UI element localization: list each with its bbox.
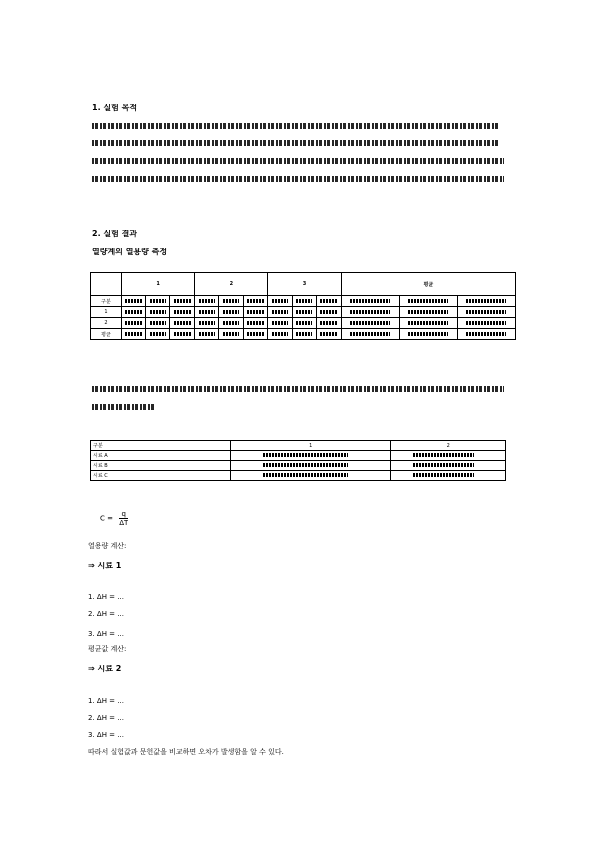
table-row: 구분 1 2 [91,441,506,451]
calc-line: 1. ΔH = ... [88,593,124,601]
table-header-cell: 2 [195,273,268,296]
text-line [92,123,500,129]
table-row: 1 [91,307,516,318]
calc-line: ⇒ 시료 2 [88,665,122,673]
table-row: 평균 [91,329,516,340]
formula: C = $\frac{q}{\Delta T}$ [100,510,129,527]
calc-line: 평균값 계산: [88,645,127,653]
subsection-heading: 열량계의 열용량 측정 [92,248,168,256]
table-row: 시료 C [91,471,506,481]
table-header-cell: 3 [268,273,341,296]
table-row: 시료 A [91,451,506,461]
calc-line: 3. ΔH = ... [88,731,124,739]
calc-line: ⇒ 시료 1 [88,562,122,570]
calc-line: 3. ΔH = ... [88,630,124,638]
text-line [92,176,504,182]
section-heading: 1. 실험 목적 [92,104,138,112]
text-line [92,404,154,410]
calc-line: 1. ΔH = ... [88,697,124,705]
table-header-cell [91,273,122,296]
calc-line: 2. ΔH = ... [88,610,124,618]
table-row: 시료 B [91,461,506,471]
table-row: 구분 [91,296,516,307]
comparison-table [90,440,506,481]
calc-line: 따라서 실험값과 문헌값을 비교하면 오차가 발생함을 알 수 있다. [88,748,284,756]
calc-line: 열용량 계산: [88,542,127,550]
text-line [92,386,504,392]
table-header-cell: 1 [122,273,195,296]
table-row: 2 [91,318,516,329]
text-line [92,140,500,146]
section-heading: 2. 실험 결과 [92,230,138,238]
table-header-cell: 평균 [341,273,515,296]
calc-line: 2. ΔH = ... [88,714,124,722]
results-table [90,272,516,340]
text-line [92,158,504,164]
